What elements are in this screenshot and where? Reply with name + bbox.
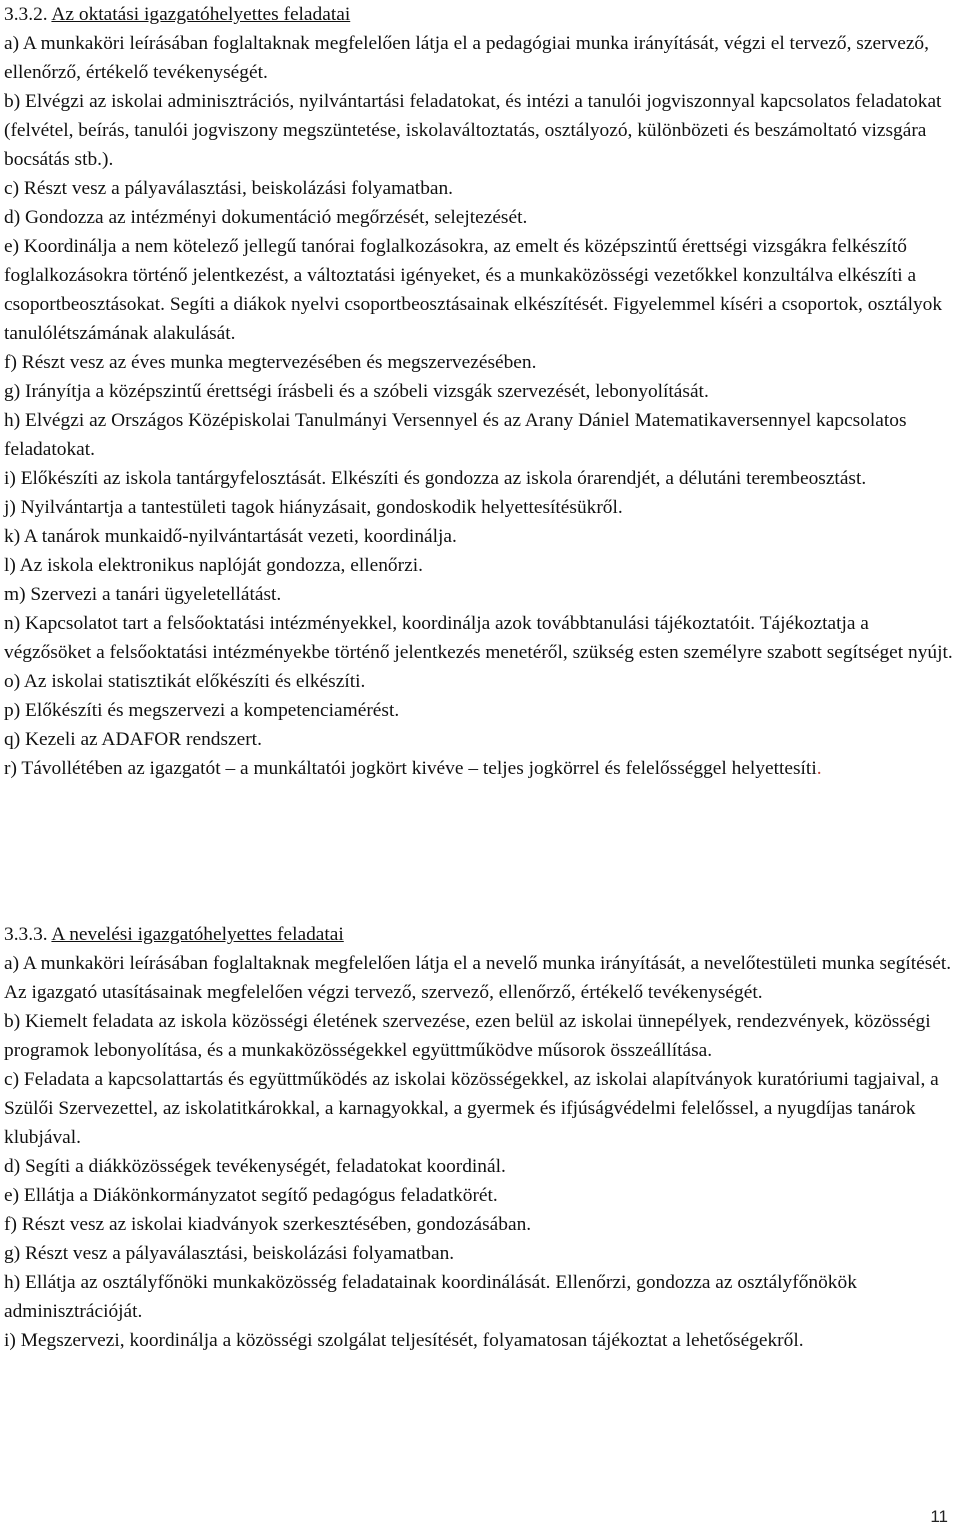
paragraph-i: i) Előkészíti az iskola tantárgyfelosztását. Elkészíti és gondozza az iskola órarendjét, a délutáni terembeosztást.	[4, 468, 867, 489]
section-number: 3.3.2.	[4, 4, 48, 25]
section-number: 3.3.3.	[4, 924, 48, 945]
paragraph-a: a) A munkaköri leírásában foglaltaknak megfelelően látja el a pedagógiai munka irányítását, végzi el tervező, szervező, ellenőrző, értékelő tevékenységét.	[4, 33, 929, 83]
paragraph-q: q) Kezeli az ADAFOR rendszert.	[4, 729, 262, 750]
section-heading	[4, 920, 956, 949]
paragraph-h: h) Elvégzi az Országos Középiskolai Tanulmányi Versennyel és az Arany Dániel Matematikaversennyel kapcsolatos feladatokat.	[4, 410, 907, 460]
paragraph-c: c) Részt vesz a pályaválasztási, beiskolázási folyamatban.	[4, 178, 454, 199]
section-title: A nevelési igazgatóhelyettes feladatai	[51, 924, 344, 945]
section-heading	[4, 0, 956, 29]
paragraph-d: d) Segíti a diákközösségek tevékenységét, feladatokat koordinál.	[4, 1156, 506, 1177]
paragraph-d: d) Gondozza az intézményi dokumentáció megőrzését, selejtezését.	[4, 207, 528, 228]
paragraph-r-text: r) Távollétében az igazgatót – a munkáltatói jogkört kivéve – teljes jogkörrel és felelősséggel helyettesíti	[4, 758, 817, 779]
paragraph-c: c) Feladata a kapcsolattartás és együttműködés az iskolai közösségekkel, az iskolai alapítványok kuratóriumi tagjaival, a Szülői Szervezettel, az iskolatitkárokkal, a karnagyokkal, a gyermek és ifjúságvédelmi felelőssel, a nyugdíjas tanárok klubjával.	[4, 1069, 939, 1148]
section-oktatasi	[4, 0, 956, 783]
paragraph-b: b) Kiemelt feladata az iskola közösségi életének szervezése, ezen belül az iskolai ünnepélyek, rendezvények, közösségi programok lebonyolítása, és a munkaközösségekkel együttműködve műsorok összeállítása.	[4, 1011, 931, 1061]
paragraph-l: l) Az iskola elektronikus naplóját gondozza, ellenőrzi.	[4, 555, 423, 576]
section-nevelesi	[4, 920, 956, 1355]
paragraph-r	[4, 754, 956, 783]
paragraph-n: n) Kapcsolatot tart a felsőoktatási intézményekkel, koordinálja azok továbbtanulási tájékoztatóit. Tájékoztatja a végzősöket a felsőoktatási intézményekbe történő jelentkezés menetéről, szükség esten személyre szabott segítséget nyújt.	[4, 613, 953, 663]
paragraph-p: p) Előkészíti és megszervezi a kompetenciamérést.	[4, 700, 400, 721]
paragraph-k: k) A tanárok munkaidő-nyilvántartását vezeti, koordinálja.	[4, 526, 457, 547]
paragraph-g: g) Részt vesz a pályaválasztási, beiskolázási folyamatban.	[4, 1243, 455, 1264]
paragraph-h: h) Ellátja az osztályfőnöki munkaközösség feladatainak koordinálását. Ellenőrzi, gondozza az osztályfőnökök adminisztrációját.	[4, 1272, 857, 1322]
section-title: Az oktatási igazgatóhelyettes feladatai	[51, 4, 351, 25]
paragraph-j: j) Nyilvántartja a tantestületi tagok hiányzásait, gondoskodik helyettesítésükről.	[4, 497, 623, 518]
paragraph-r-trailing: .	[816, 758, 822, 779]
paragraph-a: a) A munkaköri leírásában foglaltaknak megfelelően látja el a nevelő munka irányítását, a nevelőtestületi munka segítését. Az igazgató utasításainak megfelelően végzi tervező, szervező, ellenőrző, értékelő tevékenységét.	[4, 953, 952, 1003]
paragraph-b: b) Elvégzi az iskolai adminisztrációs, nyilvántartási feladatokat, és intézi a tanulói jogviszonnyal kapcsolatos feladatokat (felvétel, beírás, tanulói jogviszony megszüntetése, iskolaváltoztatás, osztályozó, különbözeti és beszámoltató vizsgára bocsátás stb.).	[4, 91, 942, 170]
paragraph-o: o) Az iskolai statisztikát előkészíti és elkészíti.	[4, 671, 366, 692]
paragraph-i: i) Megszervezi, koordinálja a közösségi szolgálat teljesítését, folyamatosan tájékoztat a lehetőségekről.	[4, 1330, 804, 1351]
paragraph-e: e) Koordinálja a nem kötelező jellegű tanórai foglalkozásokra, az emelt és középszintű érettségi vizsgákra felkészítő foglalkozásokra történő jelentkezést, a változtatási igényeket, és a munkaközösségi vezetőkkel konzultálva elkészíti a csoportbeosztásokat. Segíti a diákok nyelvi csoportbeosztásainak elkészítését. Figyelemmel kíséri a csoportok, osztályok tanulólétszámának alakulását.	[4, 236, 943, 344]
paragraph-f: f) Részt vesz az iskolai kiadványok szerkesztésében, gondozásában.	[4, 1214, 532, 1235]
paragraph-m: m) Szervezi a tanári ügyeletellátást.	[4, 584, 282, 605]
paragraph-e: e) Ellátja a Diákönkormányzatot segítő pedagógus feladatkörét.	[4, 1185, 498, 1206]
page-number: 11	[930, 1507, 948, 1526]
paragraph-f: f) Részt vesz az éves munka megtervezésében és megszervezésében.	[4, 352, 537, 373]
paragraph-g: g) Irányítja a középszintű érettségi írásbeli és a szóbeli vizsgák szervezését, lebonyolítását.	[4, 381, 709, 402]
